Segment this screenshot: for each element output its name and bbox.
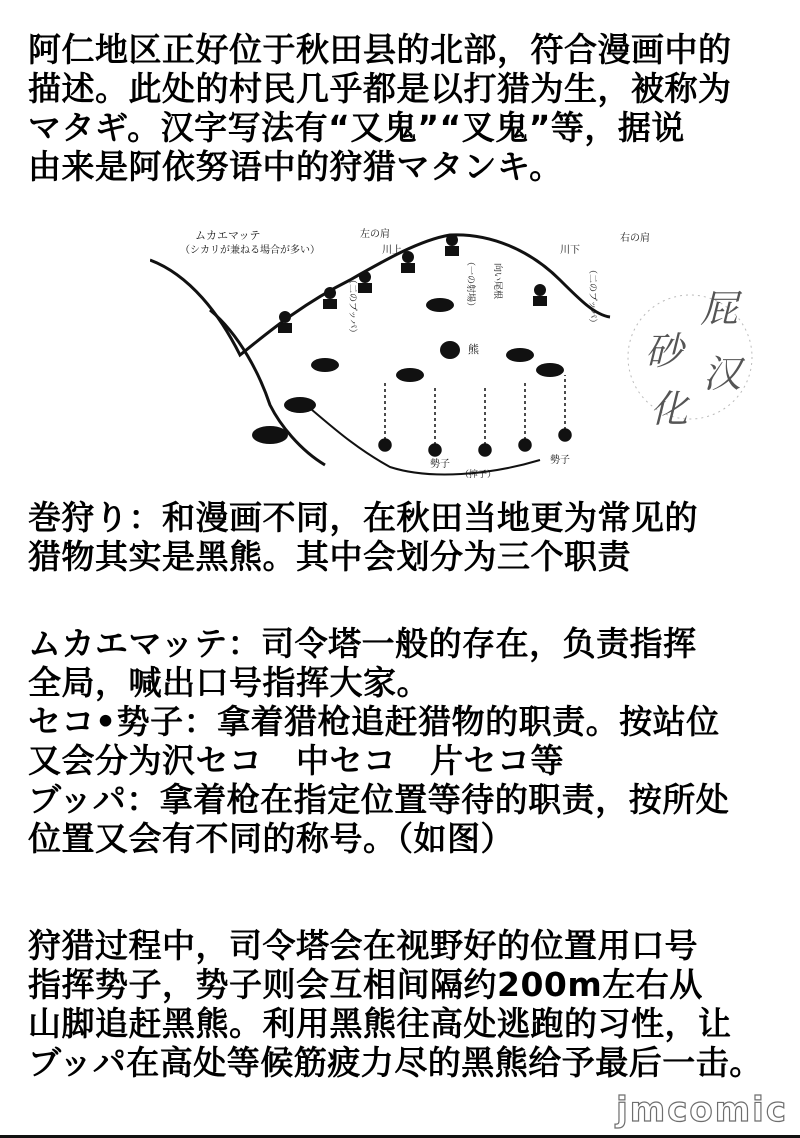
text-line: 猎物其实是黑熊。其中会划分为三个职责 (28, 537, 631, 576)
left-buppa-label: （二のブッパ） (347, 275, 357, 338)
text-line: 描述。此处的村民几乎都是以打猎为生，被称为 (28, 69, 732, 108)
kotsu-label: （一の射場） (465, 257, 475, 312)
text-line: 指挥势子，势子则会互相间隔约200m左右从 (28, 965, 703, 1004)
text-line: 狩猎过程中，司令塔会在视野好的位置用口号 (28, 926, 698, 965)
text-line: 阿仁地区正好位于秋田县的北部，符合漫画中的 (28, 30, 732, 69)
intro-paragraph (28, 30, 788, 186)
mukai-label: 向い尾根 (492, 263, 502, 300)
text-line: 又会分为沢セコ 中セコ 片セコ等 (28, 741, 564, 780)
left-peak-label: 左の肩 (360, 229, 390, 240)
text-line: 巻狩り：和漫画不同，在秋田当地更为常见的 (28, 498, 698, 537)
text-line: ブッパ：拿着枪在指定位置等待的职责，按所处 (28, 780, 730, 819)
seko-label: 勢子 (550, 455, 570, 466)
process-paragraph (28, 926, 788, 1082)
text-line: セコ•势子：拿着猎枪追赶猎物的职责。按站位 (28, 702, 720, 741)
watermark-char: 砂 (645, 329, 684, 373)
watermark-char: 化 (650, 387, 689, 431)
text-line: 山脚追赶黑熊。利用黑熊往高处逃跑的习性，让 (28, 1004, 732, 1043)
mukae-note-label: （シカリが兼ねる場合が多い） (180, 245, 320, 256)
kawakami-label: 川上 (382, 245, 402, 256)
text-line: ムカエマッテ：司令塔一般的存在，负责指挥 (28, 624, 697, 663)
makigari-paragraph (28, 498, 788, 576)
kawashita-label: 川下 (560, 245, 580, 256)
text-line: 由来是阿依努语中的狩猎マタンキ。 (28, 147, 563, 186)
text-line: ブッパ在高处等候筋疲力尽的黑熊给予最后一击。 (28, 1043, 763, 1082)
mukae-label: ムカエマッテ (195, 229, 261, 242)
watermark-char: 汉 (703, 352, 742, 396)
right-peak-label: 右の肩 (620, 233, 650, 244)
site-watermark: jmcomic (616, 1090, 788, 1130)
text-line: 全局，喊出口号指挥大家。 (28, 663, 430, 702)
bear-figures (252, 298, 564, 444)
roles-paragraph (28, 624, 788, 858)
watermark-char: 屁 (700, 287, 739, 331)
katasako-label: （搾子） (460, 470, 497, 480)
text-line: マタギ。汉字写法有“又鬼”“叉鬼”等，据说 (28, 108, 685, 147)
right-buppa-label: （二のブッパ） (587, 265, 597, 328)
text-line: 位置又会有不同的称号。（如图） (28, 819, 514, 858)
kuma-label: 熊 (468, 343, 479, 356)
seko-label: 勢子 (430, 459, 450, 470)
beater-figures (379, 375, 571, 456)
valley-line (300, 400, 540, 474)
group-watermark-seal (615, 272, 765, 442)
